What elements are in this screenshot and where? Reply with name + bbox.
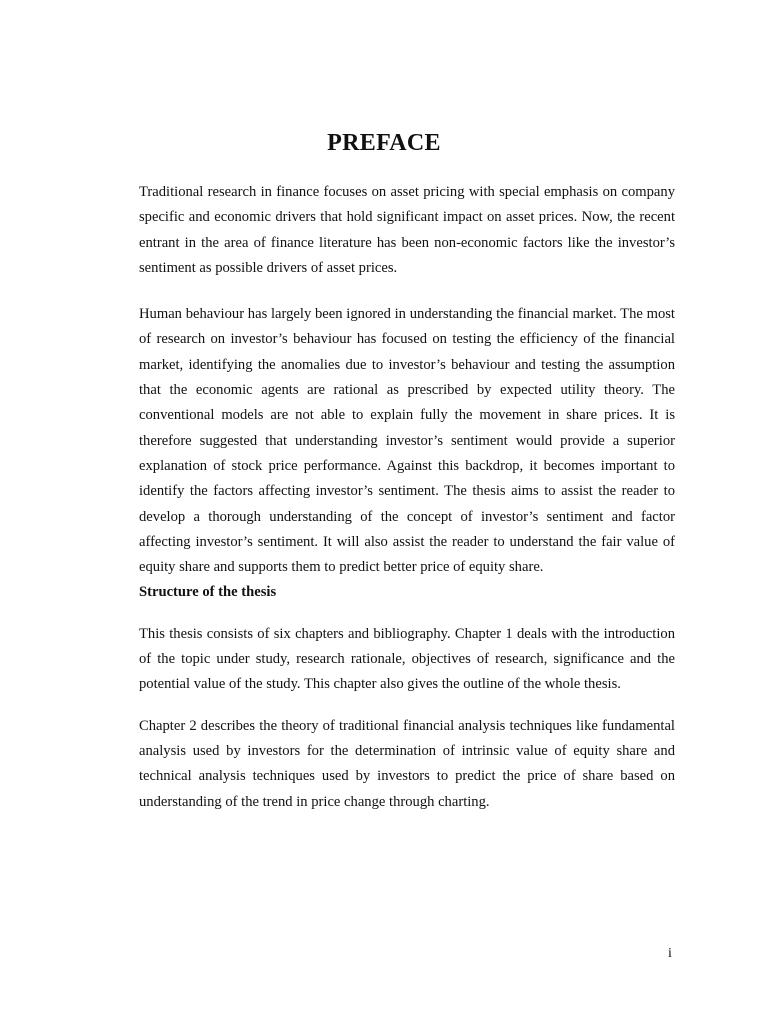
page-title: PREFACE bbox=[327, 130, 441, 156]
page-number: i bbox=[668, 946, 672, 961]
document-body bbox=[139, 180, 675, 815]
section-paragraph-1: This thesis consists of six chapters and bibliography. Chapter 1 deals with the introduction of the topic under study, research rationale, objectives of research, significance and the potential value of the study. This chapter also gives the outline of the whole thesis. bbox=[139, 625, 675, 693]
intro-paragraph-2: Human behaviour has largely been ignored in understanding the financial market. The most of research on investor’s behaviour has focused on testing the efficiency of the financial market, identifying the anomalies due to investor’s behaviour and testing the assumption that the economic agents are rational as prescribed by expected utility theory. The conventional models are not able to explain fully the movement in share prices. It is therefore suggested that understanding investor’s sentiment would provide a superior explanation of stock price performance. Against this backdrop, it becomes important to identify the factors affecting investor’s sentiment. The thesis aims to assist the reader to develop a thorough understanding of the concept of investor’s sentiment and factor affecting investor’s sentiment. It will also assist the reader to understand the fair value of equity share and supports them to predict better price of equity share. bbox=[139, 306, 675, 576]
section-heading: Structure of the thesis bbox=[139, 584, 277, 601]
section-paragraph-2: Chapter 2 describes the theory of traditional financial analysis techniques like fundamental analysis used by investors for the determination of intrinsic value of equity share and technical analysis techniques used by investors to predict the price of share based on understanding of the trend in price change through charting. bbox=[139, 717, 675, 810]
intro-paragraph-1: Traditional research in finance focuses on asset pricing with special emphasis on company specific and economic drivers that hold significant impact on asset prices. Now, the recent entrant in the area of finance literature has been non-economic factors like the investor’s sentiment as possible drivers of asset prices. bbox=[139, 184, 675, 276]
